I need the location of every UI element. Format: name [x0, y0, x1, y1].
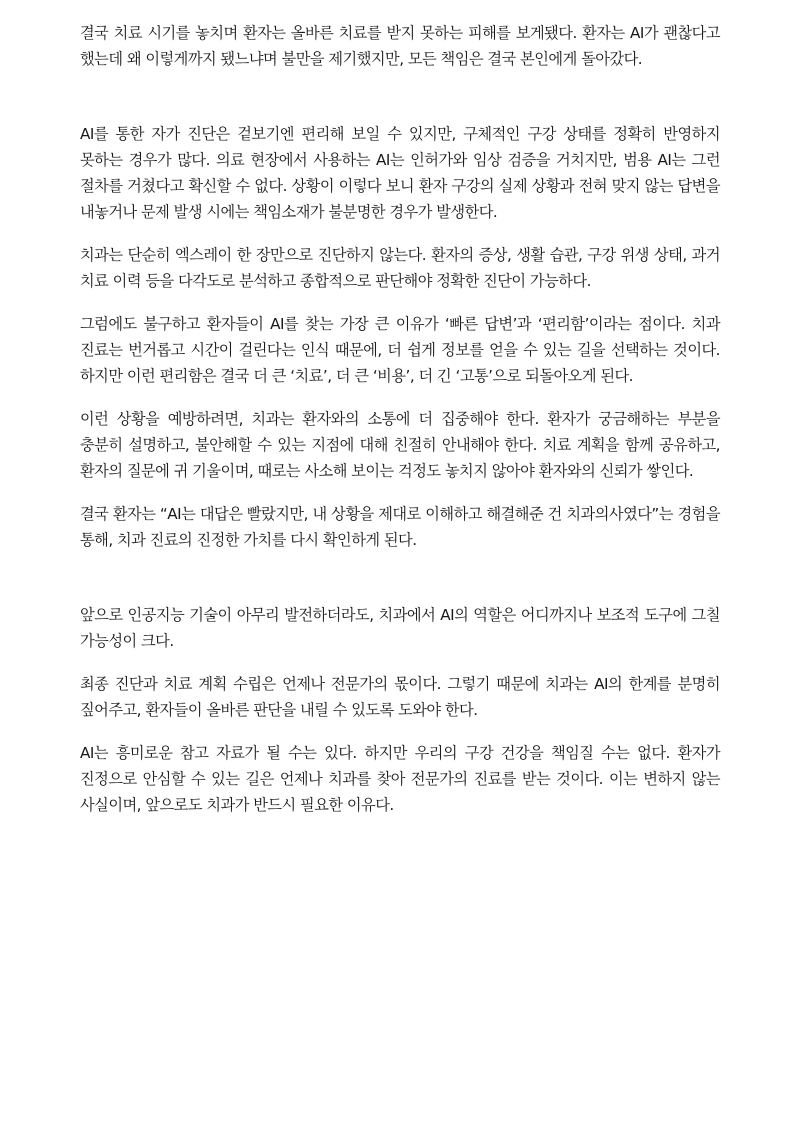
paragraph-spacer	[80, 225, 720, 242]
paragraph-patient-experience: 결국 환자는 “AI는 대답은 빨랐지만, 내 상황을 제대로 이해하고 해결해준 건 치과의사였다”는 경험을 통해, 치과 진료의 진정한 가치를 다시 확인하게 된다.	[80, 505, 720, 549]
article-body	[80, 20, 720, 818]
paragraph-ai-role: 앞으로 인공지능 기술이 아무리 발전하더라도, 치과에서 AI의 역할은 어디까지나 보조적 도구에 그칠 가능성이 크다.	[80, 606, 720, 650]
paragraph-spacer	[80, 654, 720, 671]
paragraph-dental-diagnosis: 치과는 단순히 엑스레이 한 장만으로 진단하지 않는다. 환자의 증상, 생활 습관, 구강 위생 상태, 과거 치료 이력 등을 다각도로 분석하고 종합적으로 판단해야 정확한 진단이 가능하다.	[80, 246, 720, 290]
paragraph-final-diagnosis: 최종 진단과 치료 계획 수립은 언제나 전문가의 몫이다. 그렇기 때문에 치과는 AI의 한계를 분명히 짚어주고, 환자들이 올바른 판단을 내릴 수 있도록 도와야 한다.	[80, 675, 720, 719]
paragraph-spacer	[80, 294, 720, 311]
paragraph-ai-self-diagnosis: AI를 통한 자가 진단은 겉보기엔 편리해 보일 수 있지만, 구체적인 구강 상태를 정확히 반영하지 못하는 경우가 많다. 의료 현장에서 사용하는 AI는 인허가와 임상 검증을 거치지만, 범용 AI는 그런 절차를 거쳤다고 확신할 수 없다. 상황이 이렇다 보니 환자 구강의 실제 상황과 전혀 맞지 않는 답변을 내놓거나 문제 발생 시에는 책임소재가 불분명한 경우가 발생한다.	[80, 125, 720, 221]
paragraph-conclusion: AI는 흥미로운 참고 자료가 될 수는 있다. 하지만 우리의 구강 건강을 책임질 수는 없다. 환자가 진정으로 안심할 수 있는 길은 언제나 치과를 찾아 전문가의 진료를 받는 것이다. 이는 변하지 않는 사실이며, 앞으로도 치과가 반드시 필요한 이유다.	[80, 744, 720, 814]
paragraph-treatment-delay: 결국 치료 시기를 놓치며 환자는 올바른 치료를 받지 못하는 피해를 보게됐다. 환자는 AI가 괜찮다고 했는데 왜 이렇게까지 됐느냐며 불만을 제기했지만, 모든 책임은 결국 본인에게 돌아갔다.	[80, 24, 720, 68]
paragraph-spacer	[80, 389, 720, 406]
paragraph-spacer	[80, 723, 720, 740]
section-spacer	[80, 72, 720, 121]
paragraph-communication: 이런 상황을 예방하려면, 치과는 환자와의 소통에 더 집중해야 한다. 환자가 궁금해하는 부분을 충분히 설명하고, 불안해할 수 있는 지점에 대해 친절히 안내해야 한다. 치료 계획을 함께 공유하고, 환자의 질문에 귀 기울이며, 때로는 사소해 보이는 걱정도 놓치지 않아야 환자와의 신뢰가 쌓인다.	[80, 410, 720, 480]
section-spacer	[80, 553, 720, 602]
paragraph-spacer	[80, 484, 720, 501]
paragraph-convenience: 그럼에도 불구하고 환자들이 AI를 찾는 가장 큰 이유가 ‘빠른 답변’과 ‘편리함’이라는 점이다. 치과 진료는 번거롭고 시간이 걸린다는 인식 때문에, 더 쉽게 정보를 얻을 수 있는 길을 선택하는 것이다. 하지만 이런 편리함은 결국 더 큰 ‘치료’, 더 큰 ‘비용’, 더 긴 ‘고통’으로 되돌아오게 된다.	[80, 315, 720, 385]
